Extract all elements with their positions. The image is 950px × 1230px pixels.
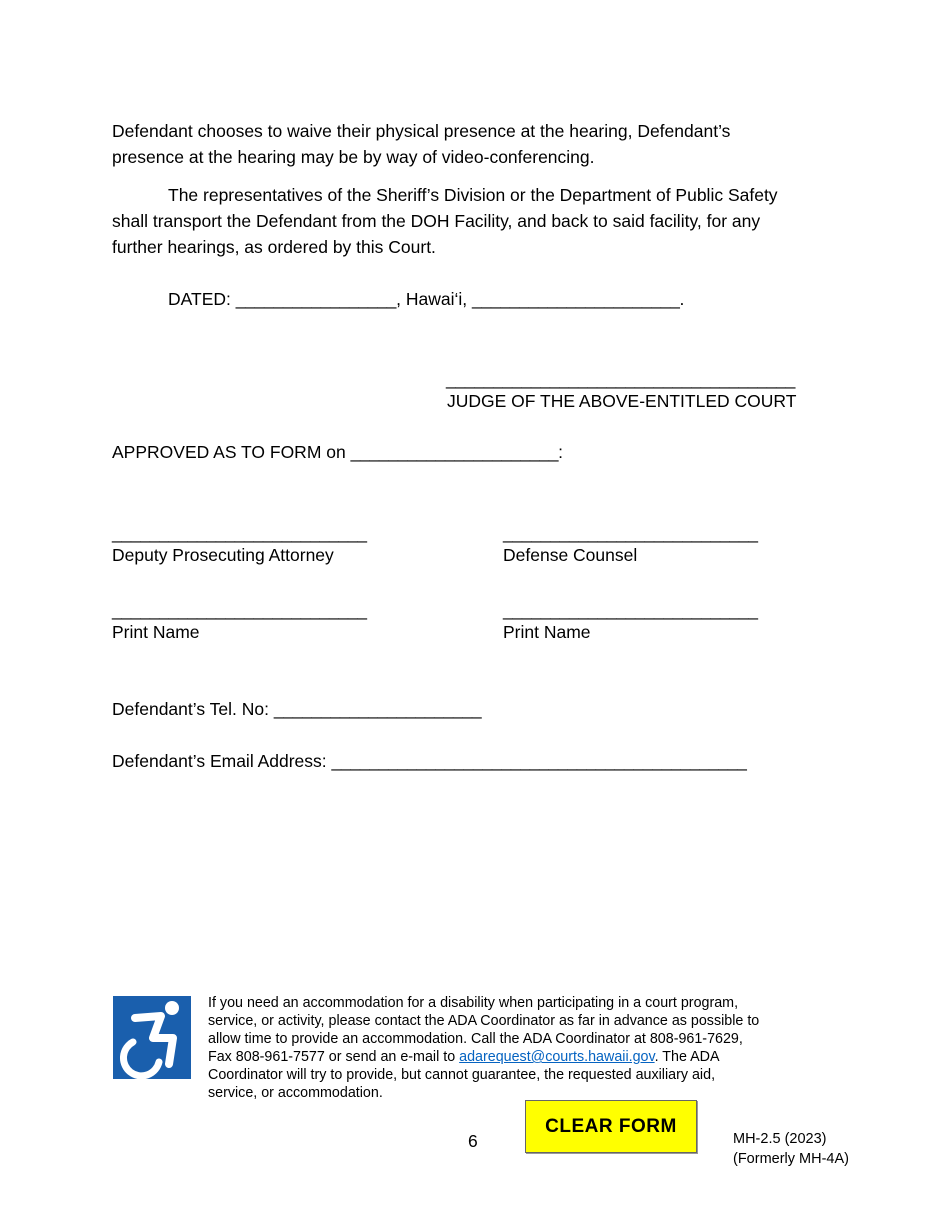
tel-field[interactable]: ______________________ bbox=[273, 699, 482, 719]
accessibility-icon bbox=[113, 996, 191, 1079]
paragraph-line: shall transport the Defendant from the DOH Facility, and back to said facility, for any bbox=[112, 211, 761, 231]
paragraph-line: The representatives of the Sheriff’s Division or the Department of Public Safety bbox=[168, 185, 778, 205]
ada-text: Coordinator will try to provide, but cannot guarantee, the requested auxiliary aid, bbox=[208, 1067, 716, 1083]
dated-label: DATED: bbox=[168, 289, 231, 309]
paragraph-line: further hearings, as ordered by this Court. bbox=[112, 237, 436, 257]
period: . bbox=[679, 289, 685, 309]
print-name-label: Print Name bbox=[112, 622, 200, 642]
ada-text bbox=[208, 1048, 720, 1066]
place-field[interactable]: ______________________ bbox=[471, 289, 680, 309]
page-number: 6 bbox=[468, 1131, 478, 1151]
clear-form-button[interactable]: CLEAR FORM bbox=[525, 1100, 697, 1153]
colon: : bbox=[558, 442, 564, 462]
email-label: Defendant’s Email Address: bbox=[112, 751, 327, 771]
defense-print-name-line[interactable]: ___________________________ bbox=[503, 600, 758, 620]
approved-line bbox=[112, 439, 563, 465]
defense-label: Defense Counsel bbox=[503, 545, 638, 565]
defense-signature-line[interactable]: ___________________________ bbox=[503, 523, 758, 543]
date-field[interactable]: _________________ bbox=[235, 289, 397, 309]
judge-signature-line[interactable]: _____________________________________ bbox=[446, 369, 796, 389]
paragraph-line: presence at the hearing may be by way of video-conferencing. bbox=[112, 147, 595, 167]
ada-text: If you need an accommodation for a disability when participating in a court program, bbox=[208, 995, 739, 1011]
dated-line bbox=[168, 286, 684, 312]
ada-email-link[interactable]: adarequest@courts.hawaii.gov bbox=[459, 1049, 655, 1065]
ada-text: service, or activity, please contact the ADA Coordinator as far in advance as possible to bbox=[208, 1013, 760, 1029]
paragraph-line: Defendant chooses to waive their physical presence at the hearing, Defendant’s bbox=[112, 121, 731, 141]
email-line bbox=[112, 748, 747, 774]
formerly-id: (Formerly MH-4A) bbox=[733, 1151, 849, 1167]
email-field[interactable]: ____________________________________________ bbox=[331, 751, 747, 771]
approved-date-field[interactable]: ______________________ bbox=[350, 442, 559, 462]
prosecutor-print-name-line[interactable]: ___________________________ bbox=[112, 600, 367, 620]
ada-text-part: . The ADA bbox=[654, 1049, 720, 1065]
judge-label: JUDGE OF THE ABOVE-ENTITLED COURT bbox=[447, 391, 797, 411]
ada-text: allow time to provide an accommodation. Call the ADA Coordinator at 808-961-7629, bbox=[208, 1031, 743, 1047]
print-name-label: Print Name bbox=[503, 622, 591, 642]
prosecutor-signature-line[interactable]: ___________________________ bbox=[112, 523, 367, 543]
prosecutor-label: Deputy Prosecuting Attorney bbox=[112, 545, 334, 565]
ada-text: service, or accommodation. bbox=[208, 1085, 383, 1101]
tel-line bbox=[112, 696, 481, 722]
form-id: MH-2.5 (2023) bbox=[733, 1131, 827, 1147]
place-label: , Hawai‘i, bbox=[396, 289, 468, 309]
ada-text-part: Fax 808-961-7577 or send an e-mail to bbox=[208, 1049, 460, 1065]
approved-label: APPROVED AS TO FORM on bbox=[112, 442, 346, 462]
tel-label: Defendant’s Tel. No: bbox=[112, 699, 269, 719]
